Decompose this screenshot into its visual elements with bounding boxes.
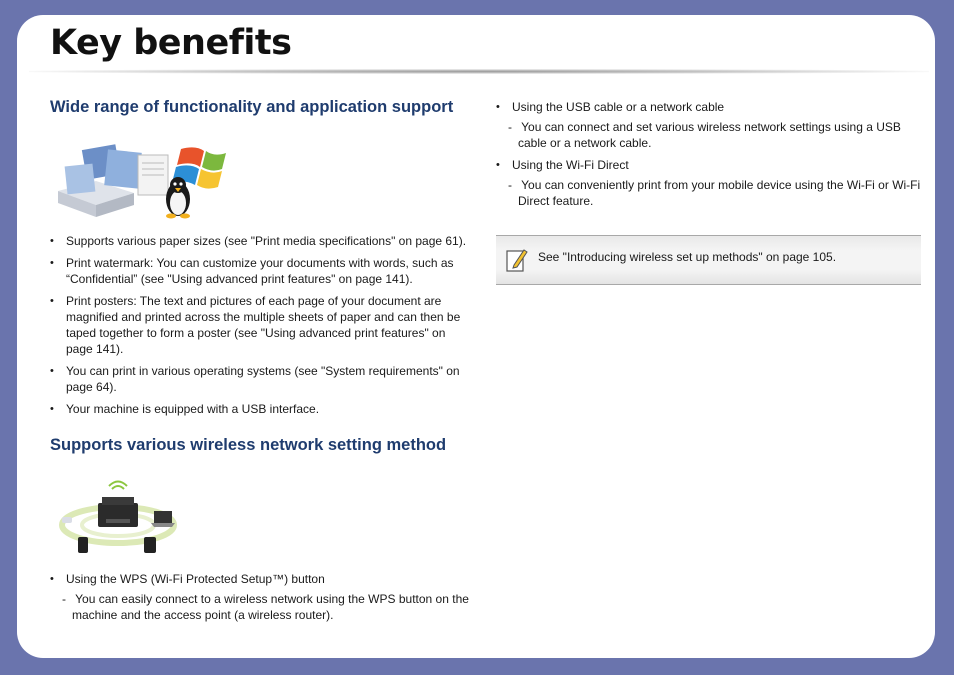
item-label: Using the WPS (Wi-Fi Protected Setup™) button — [66, 572, 325, 586]
list-item: • Your machine is equipped with a USB interface. — [50, 401, 470, 417]
left-column — [50, 99, 470, 629]
item-detail: - You can conveniently print from your mobile device using the Wi-Fi or Wi-Fi Direct feature. — [508, 178, 921, 208]
page — [17, 15, 935, 658]
section-heading-wireless: Supports various wireless network setting method — [50, 436, 447, 454]
item-detail: - You can connect and set various wireless network settings using a USB cable or a network cable. — [508, 120, 901, 150]
note-pencil-icon — [504, 247, 528, 277]
item-label: Using the Wi-Fi Direct — [512, 158, 629, 172]
page-title: Key benefits — [50, 23, 292, 63]
wireless-printer-illustration — [56, 479, 181, 557]
list-item — [496, 157, 921, 209]
note-text: See "Introducing wireless set up methods" on page 105. — [538, 250, 837, 264]
note-box — [496, 235, 921, 285]
functionality-list — [50, 233, 470, 417]
list-item: • Supports various paper sizes (see "Print media specifications" on page 61). — [50, 233, 470, 249]
right-column — [496, 99, 921, 285]
title-divider — [29, 69, 929, 74]
os-and-paper-illustration — [56, 141, 231, 219]
list-item: • You can print in various operating systems (see "System requirements" on page 64). — [50, 363, 470, 395]
list-item: • Print posters: The text and pictures of each page of your document are magnified and printed across the multiple sheets of paper and can then be taped together to form a poster (see "Using advanced print features" on page 141). — [50, 293, 470, 357]
item-detail: - You can easily connect to a wireless network using the WPS button on the machine and the access point (a wireless router). — [62, 592, 469, 622]
list-item — [496, 99, 921, 151]
section-heading-functionality: Wide range of functionality and application support — [50, 98, 454, 116]
list-item: • Print watermark: You can customize your documents with words, such as “Confidential” (see "Using advanced print features" on page 141). — [50, 255, 470, 287]
item-label: Using the USB cable or a network cable — [512, 100, 725, 114]
wireless-methods-list-right — [496, 99, 921, 209]
wireless-methods-list-left — [50, 571, 470, 623]
list-item — [50, 571, 470, 623]
